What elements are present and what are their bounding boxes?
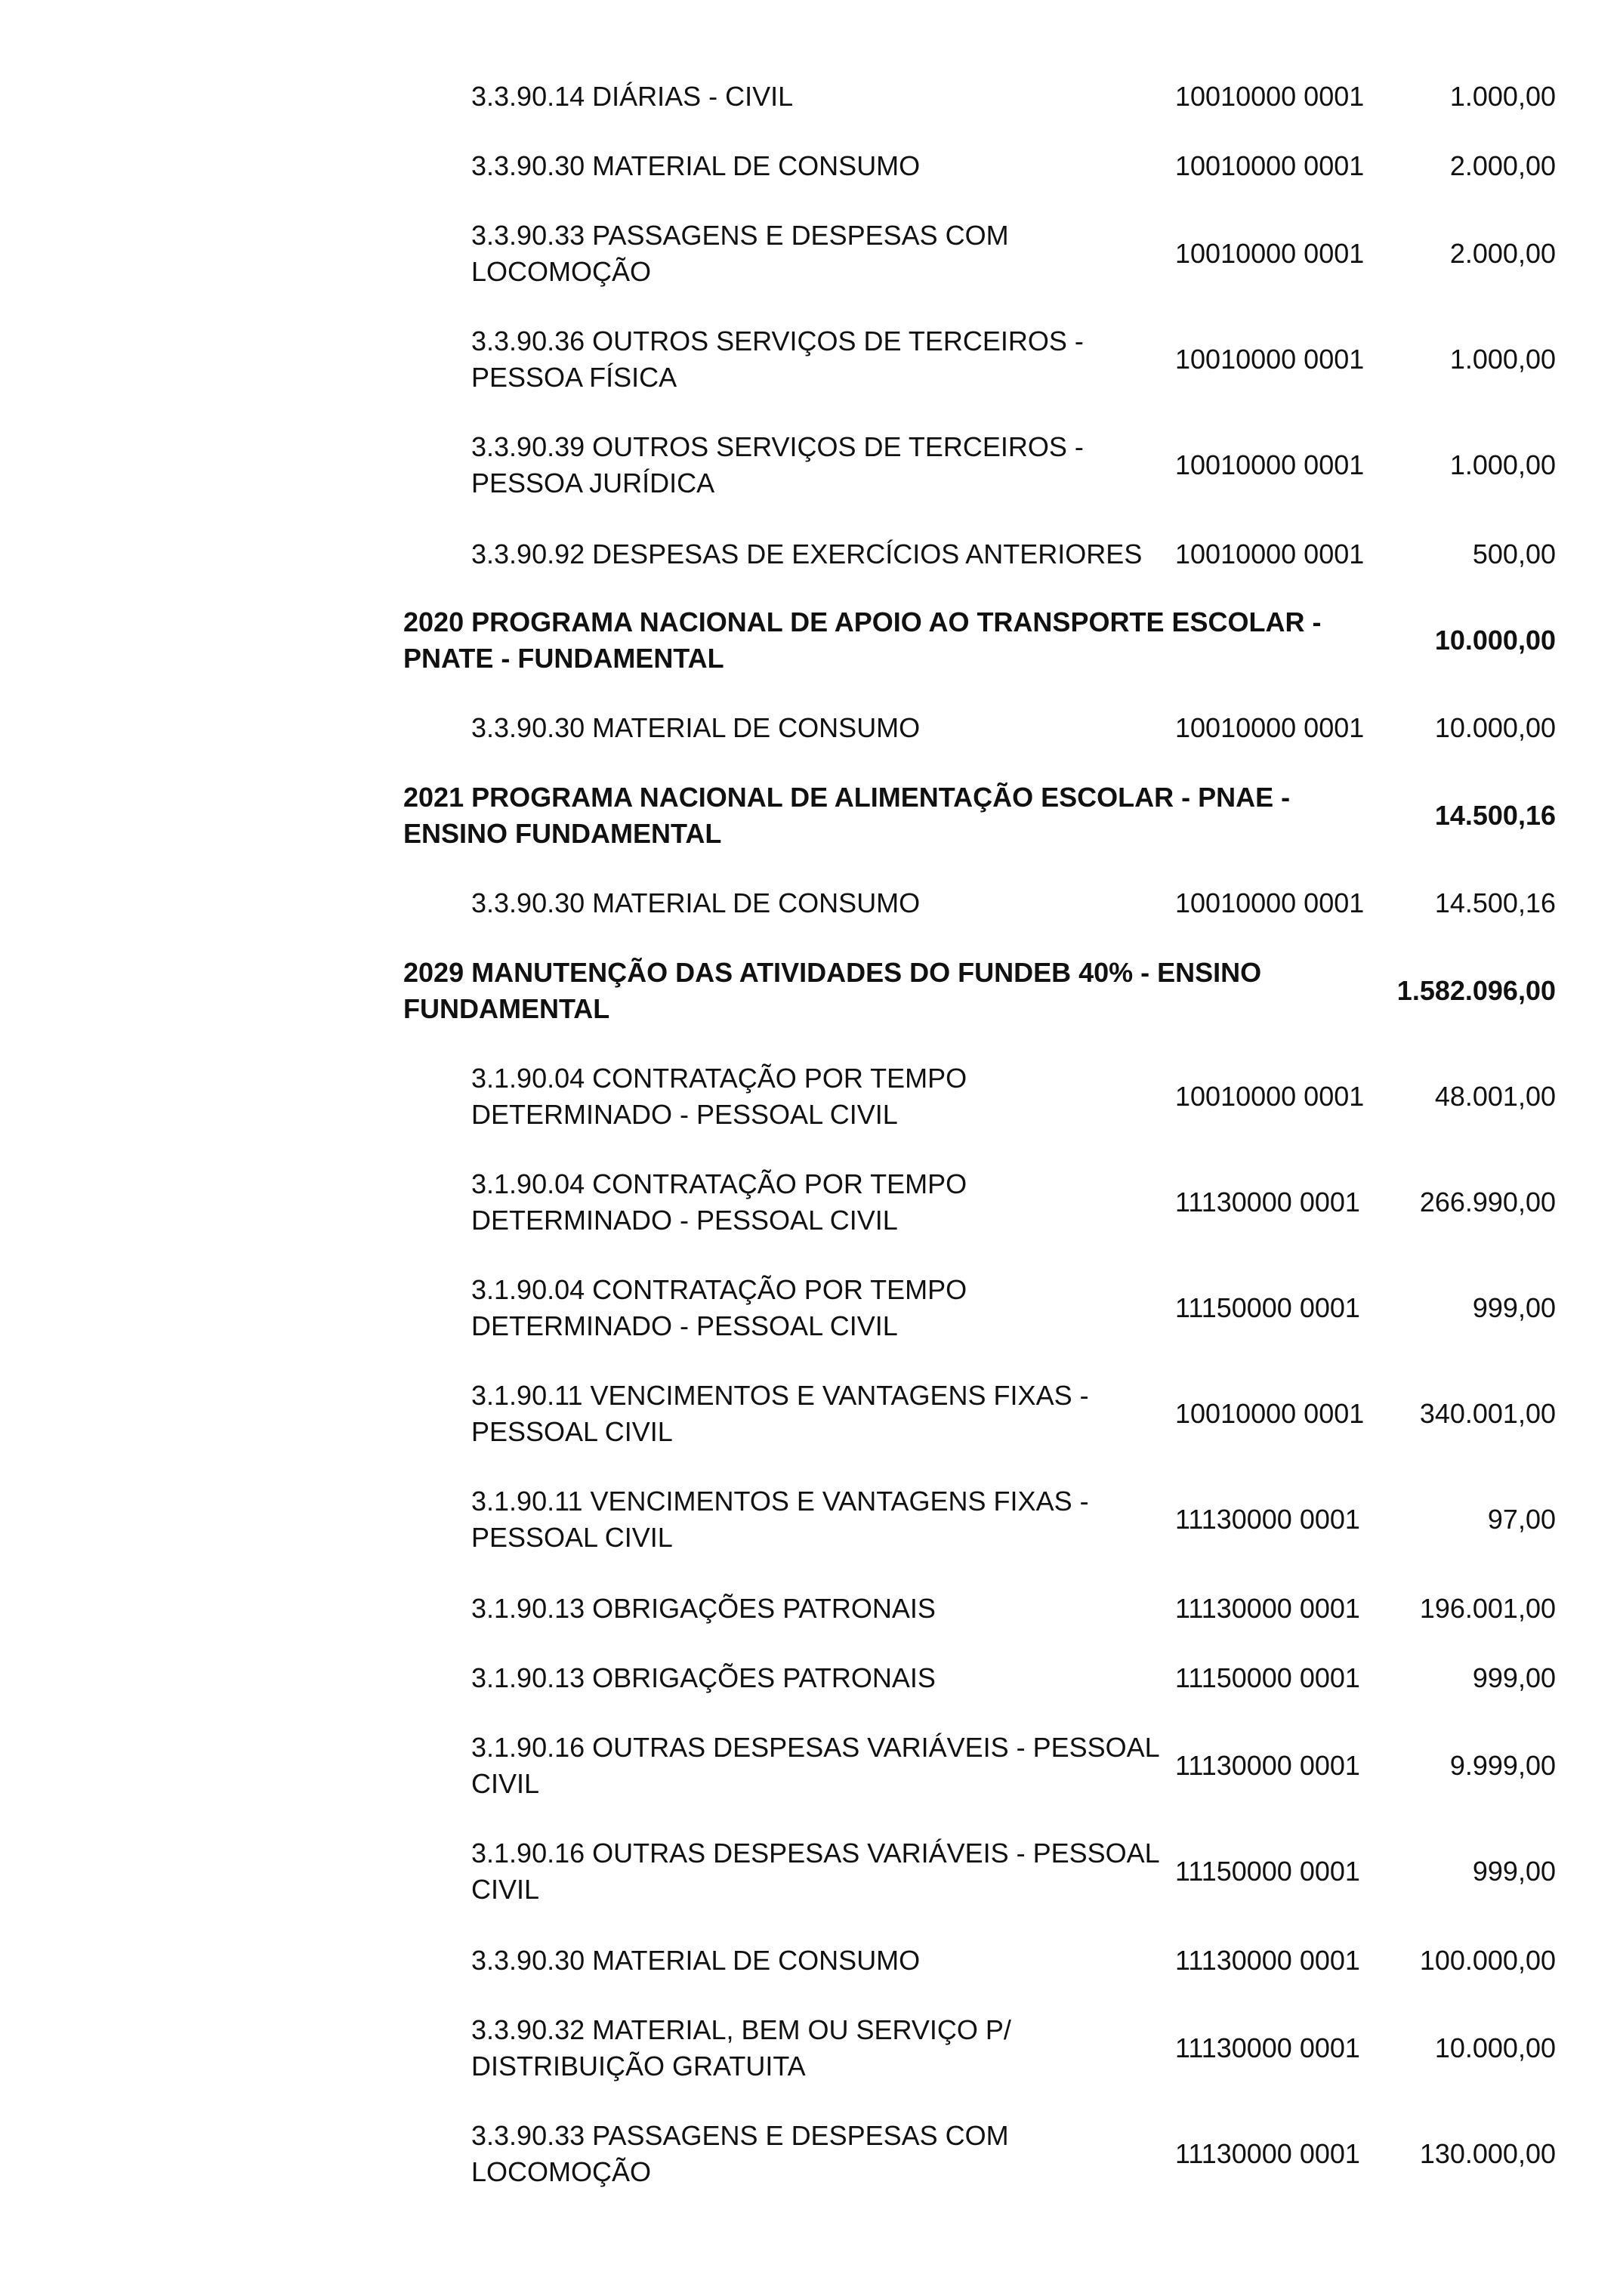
expense-description: 3.1.90.04 CONTRATAÇÃO POR TEMPO DETERMINADO - PESSOAL CIVIL — [471, 1168, 967, 1236]
table-row — [0, 429, 1623, 501]
expense-value: 2.000,00 — [1449, 238, 1556, 269]
resource-source: 10010000 0001 — [1175, 81, 1365, 112]
program-description: 2021 PROGRAMA NACIONAL DE ALIMENTAÇÃO ESCOLAR - PNAE - ENSINO FUNDAMENTAL — [403, 782, 1291, 849]
table-row — [0, 536, 1623, 572]
program-total: 1.582.096,00 — [1396, 975, 1556, 1006]
resource-source: 11130000 0001 — [1175, 1593, 1360, 1624]
expense-description: 3.1.90.11 VENCIMENTOS E VANTAGENS FIXAS - PESSOAL CIVIL — [471, 1486, 1089, 1553]
resource-source: 11130000 0001 — [1175, 1945, 1360, 1976]
expense-value: 1.000,00 — [1449, 344, 1556, 375]
expense-value: 340.001,00 — [1419, 1398, 1556, 1429]
expense-value: 10.000,00 — [1434, 2032, 1556, 2063]
expense-value: 266.990,00 — [1419, 1187, 1556, 1217]
expense-value: 100.000,00 — [1419, 1945, 1556, 1976]
expense-description: 3.1.90.16 OUTRAS DESPESAS VARIÁVEIS - PESSOAL CIVIL — [471, 1838, 1159, 1905]
table-row — [0, 885, 1623, 921]
table-row — [0, 218, 1623, 290]
table-row — [0, 1835, 1623, 1908]
expense-description: 3.1.90.04 CONTRATAÇÃO POR TEMPO DETERMINADO - PESSOAL CIVIL — [471, 1274, 967, 1341]
resource-source: 11130000 0001 — [1175, 1187, 1360, 1217]
resource-source: 10010000 0001 — [1175, 449, 1365, 480]
expense-value: 196.001,00 — [1419, 1593, 1556, 1624]
resource-source: 11130000 0001 — [1175, 1504, 1360, 1535]
table-row — [0, 1166, 1623, 1239]
table-row — [0, 148, 1623, 184]
table-row — [0, 1943, 1623, 1979]
expense-description: 3.1.90.11 VENCIMENTOS E VANTAGENS FIXAS - PESSOAL CIVIL — [471, 1380, 1089, 1447]
table-row — [0, 1730, 1623, 1802]
resource-source: 11150000 0001 — [1175, 1662, 1360, 1693]
expense-value: 9.999,00 — [1449, 1750, 1556, 1781]
resource-source: 10010000 0001 — [1175, 539, 1365, 569]
expense-description: 3.3.90.32 MATERIAL, BEM OU SERVIÇO P/ DISTRIBUIÇÃO GRATUITA — [471, 2014, 1011, 2082]
expense-description: 3.3.90.33 PASSAGENS E DESPESAS COM LOCOMOÇÃO — [471, 220, 1009, 287]
expense-description: 3.1.90.13 OBRIGAÇÕES PATRONAIS — [471, 1593, 936, 1624]
expense-description: 3.3.90.30 MATERIAL DE CONSUMO — [471, 1945, 921, 1976]
program-description: 2020 PROGRAMA NACIONAL DE APOIO AO TRANSPORTE ESCOLAR - PNATE - FUNDAMENTAL — [403, 606, 1322, 674]
resource-source: 11150000 0001 — [1175, 1292, 1360, 1323]
expense-description: 3.1.90.04 CONTRATAÇÃO POR TEMPO DETERMINADO - PESSOAL CIVIL — [471, 1063, 967, 1130]
expense-value: 14.500,16 — [1434, 887, 1556, 918]
table-row — [0, 1378, 1623, 1450]
table-row — [0, 1060, 1623, 1133]
expense-value: 2.000,00 — [1449, 150, 1556, 181]
resource-source: 10010000 0001 — [1175, 1081, 1365, 1112]
table-row — [0, 1483, 1623, 1556]
resource-source: 10010000 0001 — [1175, 712, 1365, 743]
resource-source: 11130000 0001 — [1175, 2138, 1360, 2169]
expense-value: 10.000,00 — [1434, 712, 1556, 743]
resource-source: 11130000 0001 — [1175, 2032, 1360, 2063]
table-row — [0, 1660, 1623, 1696]
expense-value: 130.000,00 — [1419, 2138, 1556, 2169]
resource-source: 11130000 0001 — [1175, 1750, 1360, 1781]
program-row — [0, 604, 1623, 677]
expense-value: 1.000,00 — [1449, 81, 1556, 112]
expense-value: 999,00 — [1472, 1856, 1556, 1887]
table-row — [0, 2118, 1623, 2190]
expense-description: 3.3.90.92 DESPESAS DE EXERCÍCIOS ANTERIORES — [471, 539, 1143, 569]
expense-description: 3.3.90.30 MATERIAL DE CONSUMO — [471, 150, 921, 181]
resource-source: 10010000 0001 — [1175, 887, 1365, 918]
expense-value: 999,00 — [1472, 1292, 1556, 1323]
expense-value: 500,00 — [1472, 539, 1556, 569]
program-row — [0, 779, 1623, 852]
resource-source: 10010000 0001 — [1175, 150, 1365, 181]
expense-value: 48.001,00 — [1434, 1081, 1556, 1112]
expense-description: 3.3.90.14 DIÁRIAS - CIVIL — [471, 81, 794, 112]
expense-description: 3.3.90.36 OUTROS SERVIÇOS DE TERCEIROS - PESSOA FÍSICA — [471, 326, 1084, 393]
table-row — [0, 1591, 1623, 1627]
table-row — [0, 323, 1623, 396]
expense-value: 97,00 — [1487, 1504, 1556, 1535]
program-description: 2029 MANUTENÇÃO DAS ATIVIDADES DO FUNDEB 40% - ENSINO FUNDAMENTAL — [403, 957, 1262, 1024]
expense-description: 3.1.90.16 OUTRAS DESPESAS VARIÁVEIS - PESSOAL CIVIL — [471, 1732, 1159, 1799]
program-total: 10.000,00 — [1434, 625, 1556, 656]
resource-source: 10010000 0001 — [1175, 238, 1365, 269]
expense-description: 3.1.90.13 OBRIGAÇÕES PATRONAIS — [471, 1662, 936, 1693]
program-total: 14.500,16 — [1434, 800, 1556, 831]
expense-value: 999,00 — [1472, 1662, 1556, 1693]
expense-description: 3.3.90.30 MATERIAL DE CONSUMO — [471, 712, 921, 743]
expense-value: 1.000,00 — [1449, 449, 1556, 480]
table-row — [0, 79, 1623, 115]
resource-source: 10010000 0001 — [1175, 1398, 1365, 1429]
program-row — [0, 955, 1623, 1027]
resource-source: 10010000 0001 — [1175, 344, 1365, 375]
resource-source: 11150000 0001 — [1175, 1856, 1360, 1887]
table-row — [0, 2012, 1623, 2085]
expense-description: 3.3.90.30 MATERIAL DE CONSUMO — [471, 887, 921, 918]
table-row — [0, 1272, 1623, 1344]
expense-description: 3.3.90.33 PASSAGENS E DESPESAS COM LOCOMOÇÃO — [471, 2120, 1009, 2187]
table-row — [0, 710, 1623, 746]
expense-description: 3.3.90.39 OUTROS SERVIÇOS DE TERCEIROS - PESSOA JURÍDICA — [471, 431, 1084, 498]
